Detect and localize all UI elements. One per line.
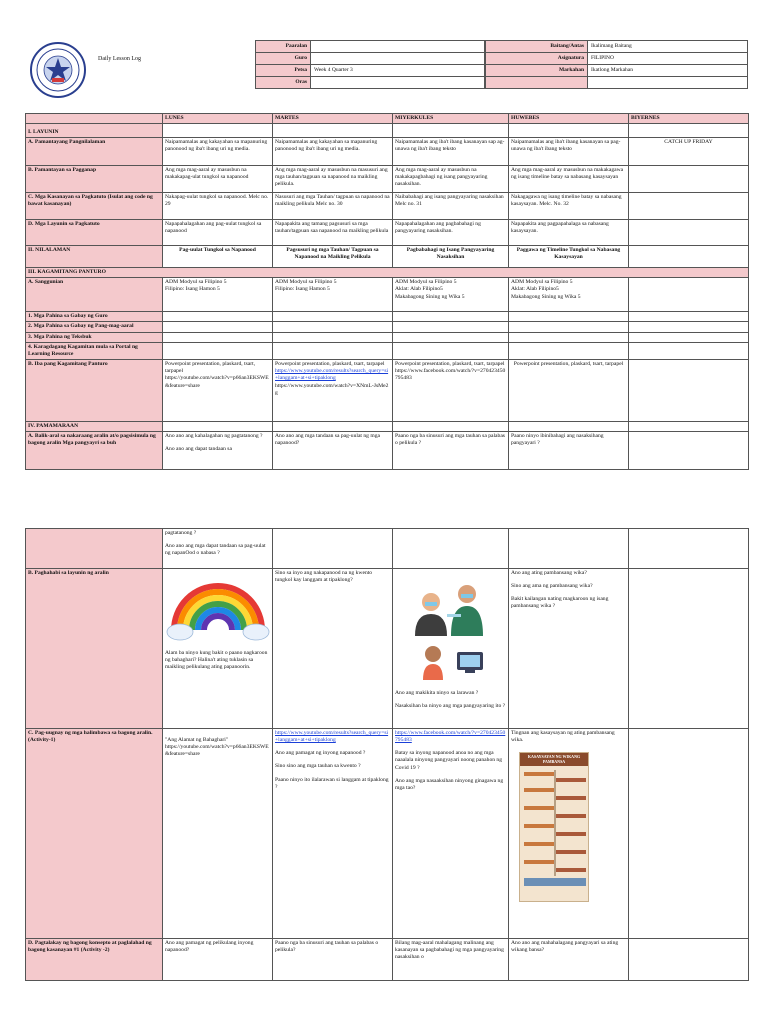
cell-wed: Naipamamalas ang iba't ibang kasanayan sap ag-unawa ng iba't ibang teksto (393, 138, 509, 166)
row-label: 4. Karagdagang Kagamitan mula sa Portal ng Learning Resource (26, 342, 163, 359)
cell-mon: ADM Modyul sa Filipino 5 Filipino: Isang Hamon 5 (163, 278, 273, 312)
cell-tue: Naipamamalas ang kakayahan sa mapanuring panonood ng iba't ibang uri ng media. (273, 138, 393, 166)
cell-tue: https://www.youtube.com/results?search_query=si+langgam+at+si+tipaklong Ano ang pamagat ng inyong napanood ? Sino sino ang mga tauhan sa kwento ? Paano ninyo ito ilalarawan si langgam at tipaklong ? (273, 729, 393, 939)
day-header: LUNES (163, 114, 273, 124)
youtube-search-link[interactable]: https://www.youtube.com/results?search_query=si+langgam+at+si+tipaklong (275, 368, 389, 382)
cell-mon: Napapahalagahan ang pag-uulat tungkol sa napanood (163, 220, 273, 246)
field-value: Ikatlong Markahan (588, 65, 748, 77)
field-label: Baitang/Antas (486, 41, 588, 53)
day-header: MIYERKULES (393, 114, 509, 124)
cell-wed: ADM Modyul sa Filipino 5 Aklat: Alab Filipino5 Makabagong Sining ng Wika 5 (393, 278, 509, 312)
cell-tue: Napapakita ang tamang pagsusuri sa mga tauhan/tagpuan saa napanood na maikling pelikula (273, 220, 393, 246)
cell-tue: Nasusuri ang mga Tauhan/ tagpuan sa napanood na maikling pelikula Melc no. 30 (273, 193, 393, 220)
row-label: B. Pamantayan sa Pagganap (26, 166, 163, 193)
field-value (311, 53, 485, 65)
table-row (26, 312, 749, 322)
header-right-table (485, 40, 748, 89)
cell-tue: Sino sa inyo ang nakapanood na ng kwento tungkol kay langgam at tipaklong? (273, 569, 393, 729)
field-value (311, 77, 485, 89)
cell-thu: ADM Modyul sa Filipino 5 Aklat: Alab Filipino5 Makabagong Sining ng Wika 5 (509, 278, 629, 312)
deped-seal-icon (30, 42, 86, 98)
field-row (256, 41, 485, 53)
lesson-table-page-2 (25, 528, 749, 981)
cell-wed: Naibabahagi ang isang pangyayaring nasaksihan Melc no. 31 (393, 193, 509, 220)
cell-tue: Ano ano ang mga tandaan sa pag-uulat ng mga napanood? (273, 432, 393, 470)
section-label: III. KAGAMITANG PANTURO (26, 268, 749, 278)
field-value: FILIPINO (588, 53, 748, 65)
field-label: Oras (256, 77, 311, 89)
wika-history-poster (519, 752, 589, 902)
table-row (26, 220, 749, 246)
field-row (486, 41, 748, 53)
cell-wed: Powerpoint presentation, plaskard, tsart, tarpapel https://www.facebook.com/watch/?v=270423450795483 (393, 360, 509, 422)
row-label: C. Mga Kasanayan sa Pagkatuto (Isulat ang code ng bawat kasanayan) (26, 193, 163, 220)
day-header: HUWEBES (509, 114, 629, 124)
section-row (26, 124, 749, 138)
row-label: B. Paghahabi sa layunin ng aralin (26, 569, 163, 729)
cell-thu: Powerpoint presentation, plaskard, tsart, tarpapel (509, 360, 629, 422)
timeline-graphic (520, 766, 589, 896)
table-row (26, 138, 749, 166)
row-label: A. Sanggunian (26, 278, 163, 312)
table-row (26, 360, 749, 422)
table-row (26, 193, 749, 220)
youtube-link[interactable]: https://youtube.com/watch?v=p66an3EKSWE&feature=share (165, 375, 269, 389)
cell-thu: Tingnan ang kasaysayan ng ating pambansang wika. KASAYSAYAN NG WIKANG PAMBANSA (509, 729, 629, 939)
row-label: 1. Mga Pahina sa Gabay ng Guro (26, 312, 163, 322)
field-row (486, 65, 748, 77)
table-row (26, 529, 749, 569)
youtube-link[interactable]: https://youtube.com/watch?v=p66an3EKSWE&feature=share (165, 744, 269, 758)
section-label: I. LAYUNIN (26, 124, 163, 138)
field-label: Paaralan (256, 41, 311, 53)
header-left-table (255, 40, 485, 89)
cell-wed: Pagbabahagi ng Isang Pangyayaring Nasaksihan (393, 246, 509, 268)
cell-thu: Ang mga mag-aaral ay masusbun na makakagawa ng isang timeline batay sa nabasang kasaysayan (509, 166, 629, 193)
cell-tue: Ang mga mag-aaral ay masusbun na masusuri ang mga tauhan/tagpuan sa napanood na maikling pelikula. (273, 166, 393, 193)
cell-thu: Ano ang ating pambansang wika? Sino ang ama ng pambansang wika? Bakit kailangan nating magkaroon ng isang pambansang wika ? (509, 569, 629, 729)
cell-mon: pagtatanong ? Ano ano ang mga dapat tandaan sa pag-uulat ng napanOod o nabasa ? (163, 529, 273, 569)
field-row (486, 53, 748, 65)
cell-mon: Ano ang pamagat ng pelikulang inyong napanood? (163, 939, 273, 981)
table-row (26, 729, 749, 939)
table-row (26, 166, 749, 193)
row-label: 3. Mga Pahina ng Teksbuk (26, 332, 163, 342)
field-value: Week 4 Quarter 3 (311, 65, 485, 77)
table-row (26, 432, 749, 470)
table-row (26, 278, 749, 312)
cell-fri: CATCH UP FRIDAY (629, 138, 749, 166)
field-row (256, 65, 485, 77)
row-label: A. Balik-aral sa nakaraang aralin at/o pagsisimula ng bagong aralin Mga pangyayri sa buh (26, 432, 163, 470)
cell-wed: Bilang mag-aaral mahalagang malinang ang kasanayan sa pagbabahagi ng mga pangyayaring nasaksihan o (393, 939, 509, 981)
cell-mon: Alam ba ninyo kung bakit o paano nagkaroon ng bahaghari? Halina't ating tuklasin sa maikling pelikulang ating papanoorin. (163, 569, 273, 729)
cell-thu: Paggawa ng Timeline Tungkol sa Nabasang Kasaysayan (509, 246, 629, 268)
table-row (26, 332, 749, 342)
field-label: Petsa (256, 65, 311, 77)
cell-thu: Naipamamalas ang iba't ibang kasanayan sa pag-unawa ng iba't ibang teksto (509, 138, 629, 166)
cell-mon: Naipamamalas ang kakayahan sa mapanuring panonood ng iba't ibang uri ng media. (163, 138, 273, 166)
cell-tue: Pagsusuri ng mga Tauhan/ Tagpuan sa Napanood na Maikling Pelikula (273, 246, 393, 268)
field-row (256, 53, 485, 65)
row-label: B. Iba pang Kagamitang Panturo (26, 360, 163, 422)
cell-thu: Napapakita ang pagpapahalaga sa nabasang kasaysayan. (509, 220, 629, 246)
field-row (256, 77, 485, 89)
facebook-link[interactable]: https://www.facebook.com/watch/?v=270423450795483 (395, 730, 506, 744)
field-value (311, 41, 485, 53)
field-label: Markahan (486, 65, 588, 77)
section-row (26, 268, 749, 278)
facebook-link[interactable]: https://www.facebook.com/watch/?v=270423450795483 (395, 368, 506, 382)
cell-wed: Napapahalagahan ang pagbabahagi ng pangyayaring nasaksihan. (393, 220, 509, 246)
table-row (26, 322, 749, 332)
header (25, 40, 748, 102)
cell-thu: Ano ano ang mahahalagang pangyayari sa ating wikang bansa? (509, 939, 629, 981)
cell-wed: Paano nga ba sinusuri ang mga tauhan sa palabas o pelikula ? (393, 432, 509, 470)
cell-thu: Paano ninyo ibinibahagi ang nasaksihang pangyayari ? (509, 432, 629, 470)
cell-mon: Powerpoint presentation, plaskard, tsart, tarpapel https://youtube.com/watch?v=p66an3EKSWE&feature=share (163, 360, 273, 422)
row-label: II. NILALAMAN (26, 246, 163, 268)
rainbow-image (166, 574, 270, 644)
poster-title: KASAYSAYAN NG WIKANG PAMBANSA (520, 753, 588, 766)
row-label: D. Mga Layunin sa Pagkatuto (26, 220, 163, 246)
cell-mon: Pag-uulat Tungkol sa Napanood (163, 246, 273, 268)
section-row (26, 422, 749, 432)
cell-mon: "Ang Alamat ng Bahaghari" https://youtube.com/watch?v=p66an3EKSWE&feature=share (163, 729, 273, 939)
table-row (26, 939, 749, 981)
cell-wed: Ano ang makikita ninyo sa larawan ? Nasaksihan ba ninyo ang mga pangyayaring ito ? (393, 569, 509, 729)
cell-tue: Paano nga ba sinusuri ang tauhan sa palabas o pelikula? (273, 939, 393, 981)
youtube-link[interactable]: https://www.youtube.com/watch?v=XNmL-JsMe2g (275, 382, 389, 396)
cell-mon: Nakapag-uulat tungkol sa napanood. Melc no. 29 (163, 193, 273, 220)
cell-wed: Ang mga mag-aaral ay masusbun na makakapagbahagi ng isang pangyayaring nasaksihan. (393, 166, 509, 193)
section-label: IV. PAMAMARAAN (26, 422, 163, 432)
cell-mon: Ano ano ang kahalagahan ng pagtatanong ? Ano ano ang dapat tandaan sa (163, 432, 273, 470)
field-label: Asignatura (486, 53, 588, 65)
lesson-table-page-1 (25, 113, 749, 470)
field-value: Ikalimang Baitang (588, 41, 748, 53)
row-label: D. Pagtalakay ng bagong konsepto at paglalahad ng bagong kasanayan #1 (Activity -2) (26, 939, 163, 981)
table-row (26, 569, 749, 729)
youtube-search-link[interactable]: https://www.youtube.com/results?search_query=si+langgam+at+si+tipaklong (275, 730, 389, 744)
day-header: MARTES (273, 114, 393, 124)
table-row (26, 342, 749, 359)
day-header: BIYERNES (629, 114, 749, 124)
page-title: Daily Lesson Log (98, 56, 141, 62)
cell-thu: Nakagagawa ng isang timeline batay sa nabasang kasaysayan. Melc. No. 32 (509, 193, 629, 220)
row-label: C. Pag-uugnay ng mga halimbawa sa bagong aralin. (Activity-1) (26, 729, 163, 939)
cell-tue: ADM Modyul sa Filipino 5 Filipino: Isang Hamon 5 (273, 278, 393, 312)
day-header-row (26, 114, 749, 124)
field-row (486, 77, 748, 89)
vaccination-image (401, 574, 501, 684)
table-row (26, 246, 749, 268)
field-label: Guro (256, 53, 311, 65)
cell-wed: https://www.facebook.com/watch/?v=270423450795483 Batay sa inyong napanood anoa no ang mga naaalala ninyong pangyayari noong panahon ng Covid 19 ? Ano ang mga nasaaksihan ninyong ginagawa ng mga tao? (393, 729, 509, 939)
row-label: 2. Mga Pahina sa Gabay ng Pang-mag-aaral (26, 322, 163, 332)
cell-tue: Powerpoint presentation, plaskard, tsart, tarpapel https://www.youtube.com/results?search_query=si+langgam+at+si+tipaklong https://www.youtube.com/watch?v=XNmL-JsMe2g (273, 360, 393, 422)
row-label: A. Pamantayang Pangnilalaman (26, 138, 163, 166)
cell-mon: Ang mga mag-aaral ay masusbun na makakapag-ulat tungkol sa napanood (163, 166, 273, 193)
